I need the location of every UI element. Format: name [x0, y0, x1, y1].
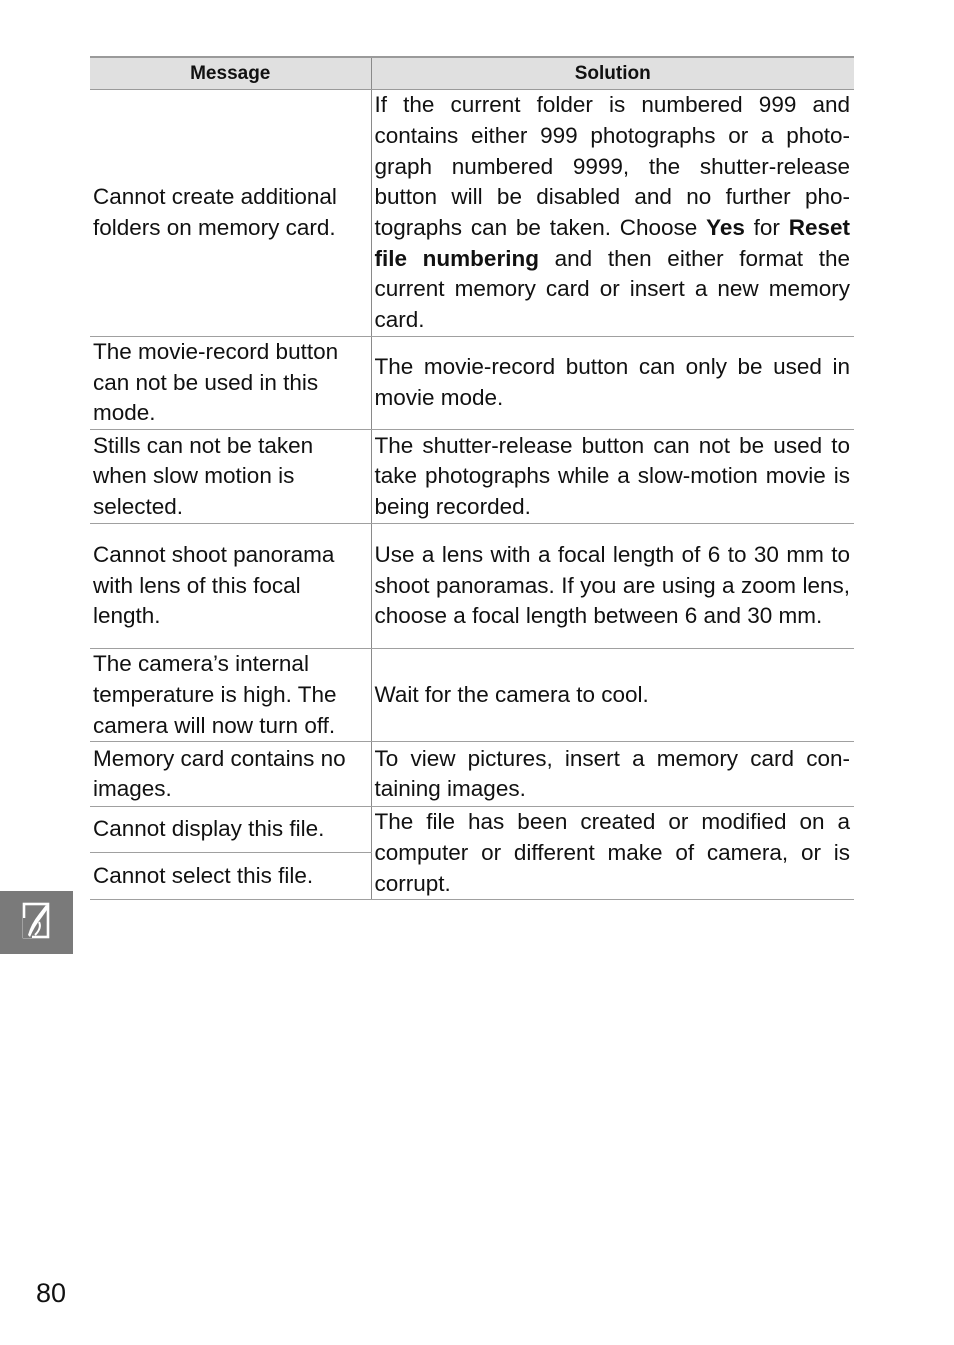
table-row	[90, 90, 854, 337]
solution-cell	[371, 337, 854, 430]
menu-item-reset-file-numbering: Reset file numbering	[374, 215, 850, 271]
solution-text: To view pictures, insert a memory card containing images.	[374, 745, 850, 802]
solution-cell	[371, 430, 854, 524]
message-cell: The movie-record button can not be used in this mode.	[90, 337, 371, 430]
table-row	[90, 430, 854, 524]
solution-cell	[371, 742, 854, 807]
section-tab-marker	[0, 891, 73, 954]
header-solution: Solution	[371, 57, 854, 90]
message-cell: Memory card contains no images.	[90, 742, 371, 807]
solution-cell	[371, 90, 854, 337]
page-number: 80	[36, 1278, 67, 1308]
menu-option-yes: Yes	[706, 215, 745, 240]
table-row	[90, 524, 854, 649]
header-message: Message	[90, 57, 371, 90]
solution-cell	[371, 807, 854, 900]
table-header-row	[90, 57, 854, 90]
message-cell: Cannot display this file.	[90, 807, 371, 853]
message-cell: Cannot create additional folders on memory card.	[90, 90, 371, 337]
table-row	[90, 742, 854, 807]
solution-text: The shutter-release button can not be used to take photographs while a slow-motion movie is being recorded.	[374, 432, 850, 519]
message-cell: Cannot select this file.	[90, 853, 371, 900]
table-row	[90, 649, 854, 742]
solution-text: Use a lens with a focal length of 6 to 30 mm to shoot panoramas. If you are using a zoom lens, choose a focal length between 6 and 30 mm.	[374, 542, 850, 629]
solution-text: The file has been created or modified on a computer or different make of camera, or is corrupt.	[374, 809, 850, 896]
solution-cell	[371, 649, 854, 742]
solution-text: The movie-record button can only be used in movie mode.	[374, 354, 850, 411]
solution-text: Wait for the camera to cool.	[374, 681, 649, 707]
solution-text: for	[744, 215, 789, 240]
table-row	[90, 807, 854, 853]
solution-cell	[371, 524, 854, 649]
notes-pencil-icon	[22, 902, 52, 940]
message-cell: Stills can not be taken when slow motion is selected.	[90, 430, 371, 524]
solution-text: If the current folder is numbered 999 and contains either 999 photographs or a photograph numbered 9999, the shutter-release button will be disabled and no further photographs can be taken. Choose	[374, 92, 850, 240]
message-cell: The camera’s internal temperature is high. The camera will now turn off.	[90, 649, 371, 742]
solution-text: and then either format the current memory card or insert a new memory card.	[374, 245, 850, 333]
message-cell: Cannot shoot panorama with lens of this focal length.	[90, 524, 371, 649]
error-message-table	[90, 56, 854, 900]
table-row	[90, 337, 854, 430]
